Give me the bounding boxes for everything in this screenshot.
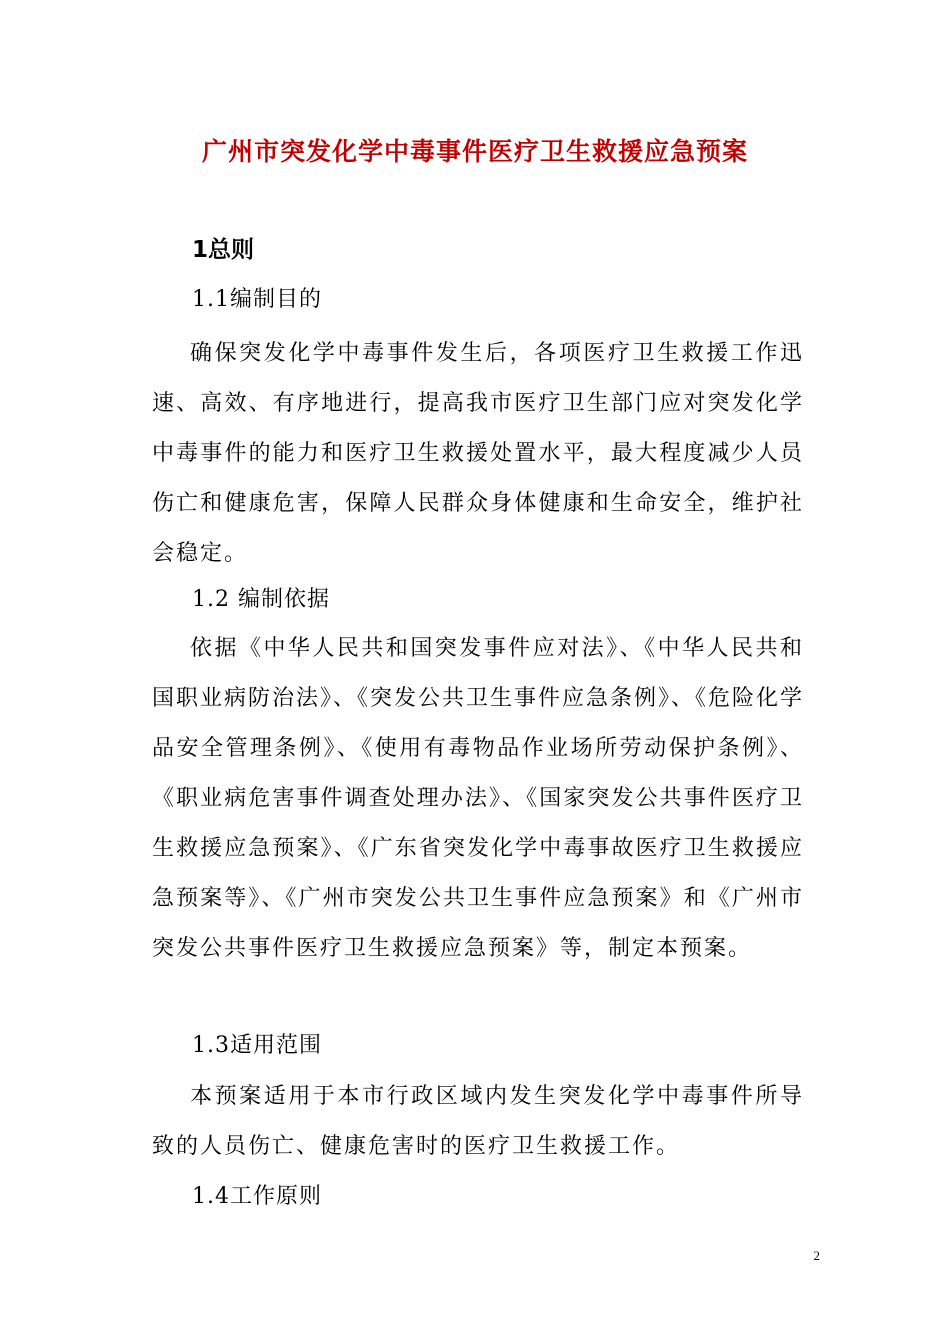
paragraph-basis: 依据《中华人民共和国突发事件应对法》、《中华人民共和国职业病防治法》、《突发公共卫生事件应急条例》、《危险化学品安全管理条例》、《使用有毒物品作业场所劳动保护条例》、《职业病危害事件调查处理办法》、《国家突发公共事件医疗卫生救援应急预案》、《广东省突发化学中毒事故医疗卫生救援应急预案等》、《广州市突发公共卫生事件应急预案》和《广州市突发公共事件医疗卫生救援应急预案》等，制定本预案。 — [152, 636, 805, 961]
subsection-heading-scope: 1.3适用范围 — [192, 1033, 322, 1058]
subsection-heading-principles: 1.4工作原则 — [192, 1184, 322, 1209]
page-number: 2 — [813, 1248, 820, 1263]
paragraph-scope: 本预案适用于本市行政区域内发生突发化学中毒事件所导致的人员伤亡、健康危害时的医疗卫生救援工作。 — [152, 1084, 804, 1159]
subsection-heading-purpose: 1.1编制目的 — [192, 287, 322, 312]
subsection-heading-basis: 1.2 编制依据 — [192, 587, 330, 612]
paragraph-purpose: 确保突发化学中毒事件发生后，各项医疗卫生救援工作迅速、高效、有序地进行，提高我市医疗卫生部门应对突发化学中毒事件的能力和医疗卫生救援处置水平，最大程度减少人员伤亡和健康危害，保障人民群众身体健康和生命安全，维护社会稳定。 — [152, 341, 804, 566]
document-title: 广州市突发化学中毒事件医疗卫生救援应急预案 — [201, 137, 748, 166]
section-heading-general: 1总则 — [192, 237, 255, 263]
